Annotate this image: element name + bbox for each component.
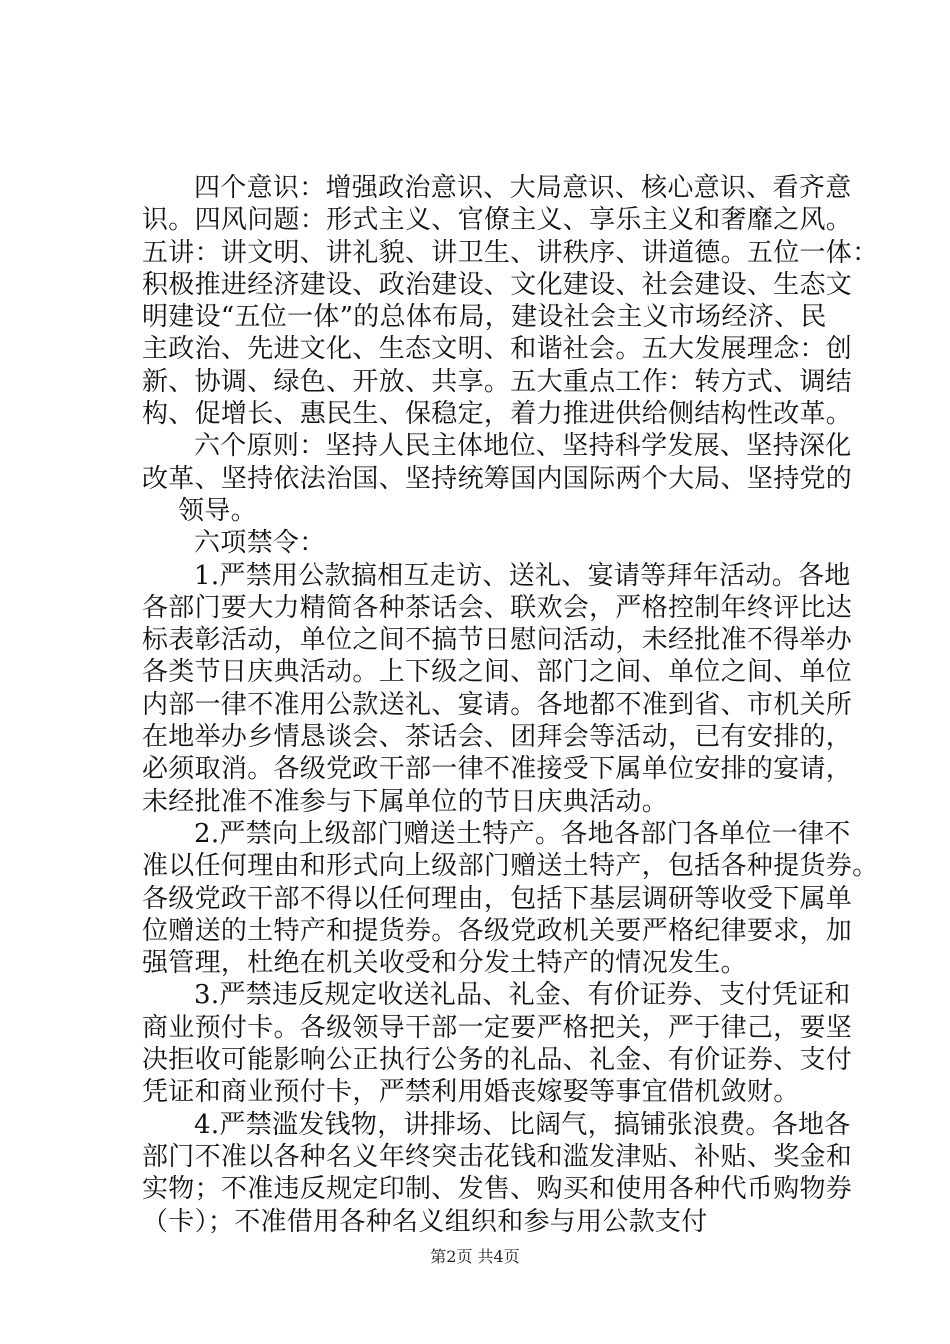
text-line: 各级党政干部不得以任何理由，包括下基层调研等收受下属单 xyxy=(142,883,853,914)
text-line: 积极推进经济建设、政治建设、文化建设、社会建设、生态文 xyxy=(142,269,853,300)
text-line: 2.严禁向上级部门赠送土特产。各地各部门各单位一律不 xyxy=(194,818,851,849)
text-line: 4.严禁滥发钱物，讲排场、比阔气，搞铺张浪费。各地各 xyxy=(194,1109,851,1140)
text-line: 四个意识：增强政治意识、大局意识、核心意识、看齐意 xyxy=(194,173,852,203)
text-line: 改革、坚持依法治国、坚持统筹国内国际两个大局、坚持党的 xyxy=(142,463,853,494)
document-body xyxy=(142,172,879,1238)
text-line: 各部门要大力精简各种茶话会、联欢会，严格控制年终评比达 xyxy=(142,592,853,623)
text-line: 标表彰活动，单位之间不搞节日慰问活动，未经批准不得举办 xyxy=(142,625,853,656)
text-line: 领导。 xyxy=(178,495,257,526)
page-number: 第2页 共4页 xyxy=(430,1247,520,1266)
text-line: 内部一律不准用公款送礼、宴请。各地都不准到省、市机关所 xyxy=(142,689,853,720)
text-line: 实物；不准违反规定印制、发售、购买和使用各种代币购物券 xyxy=(142,1174,853,1205)
text-line: 必须取消。各级党政干部一律不准接受下属单位安排的宴请， xyxy=(142,754,853,785)
text-line: 识。四风问题：形式主义、官僚主义、享乐主义和奢靡之风。 xyxy=(142,205,853,236)
text-line: 明建设“五位一体”的总体布局，建设社会主义市场经济、民 xyxy=(142,302,827,333)
text-line: 凭证和商业预付卡，严禁利用婚丧嫁娶等事宜借机敛财。 xyxy=(142,1077,800,1108)
text-line: 准以任何理由和形式向上级部门赠送土特产，包括各种提货券。 xyxy=(142,851,879,882)
text-line: 3.严禁违反规定收送礼品、礼金、有价证券、支付凭证和 xyxy=(194,980,851,1011)
text-line: 六个原则：坚持人民主体地位、坚持科学发展、坚持深化 xyxy=(194,431,852,462)
text-line: 决拒收可能影响公正执行公务的礼品、礼金、有价证券、支付 xyxy=(142,1045,853,1076)
text-line: 1.严禁用公款搞相互走访、送礼、宴请等拜年活动。各地 xyxy=(194,560,851,591)
text-line: 未经批准不准参与下属单位的节日庆典活动。 xyxy=(142,786,669,817)
text-line: 新、协调、绿色、开放、共享。五大重点工作：转方式、调结 xyxy=(142,366,853,397)
text-line: 部门不准以各种名义年终突击花钱和滥发津贴、补贴、奖金和 xyxy=(142,1141,853,1172)
text-line: 主政治、先进文化、生态文明、和谐社会。五大发展理念：创 xyxy=(142,334,853,365)
text-line: （卡）；不准借用各种名义组织和参与用公款支付 xyxy=(142,1206,708,1237)
text-line: 构、促增长、惠民生、保稳定，着力推进供给侧结构性改革。 xyxy=(142,399,853,430)
text-line: 商业预付卡。各级领导干部一定要严格把关，严于律己，要坚 xyxy=(142,1012,853,1043)
page-footer xyxy=(0,1244,950,1267)
text-line: 六项禁令： xyxy=(194,528,326,559)
text-line: 强管理，杜绝在机关收受和分发土特产的情况发生。 xyxy=(142,948,747,979)
text-line: 在地举办乡情恳谈会、茶话会、团拜会等活动，已有安排的， xyxy=(142,722,853,753)
text-line: 各类节日庆典活动。上下级之间、部门之间、单位之间、单位 xyxy=(142,657,853,688)
text-line: 五讲：讲文明、讲礼貌、讲卫生、讲秩序、讲道德。五位一体： xyxy=(142,237,879,268)
text-line: 位赠送的土特产和提货券。各级党政机关要严格纪律要求，加 xyxy=(142,915,853,946)
